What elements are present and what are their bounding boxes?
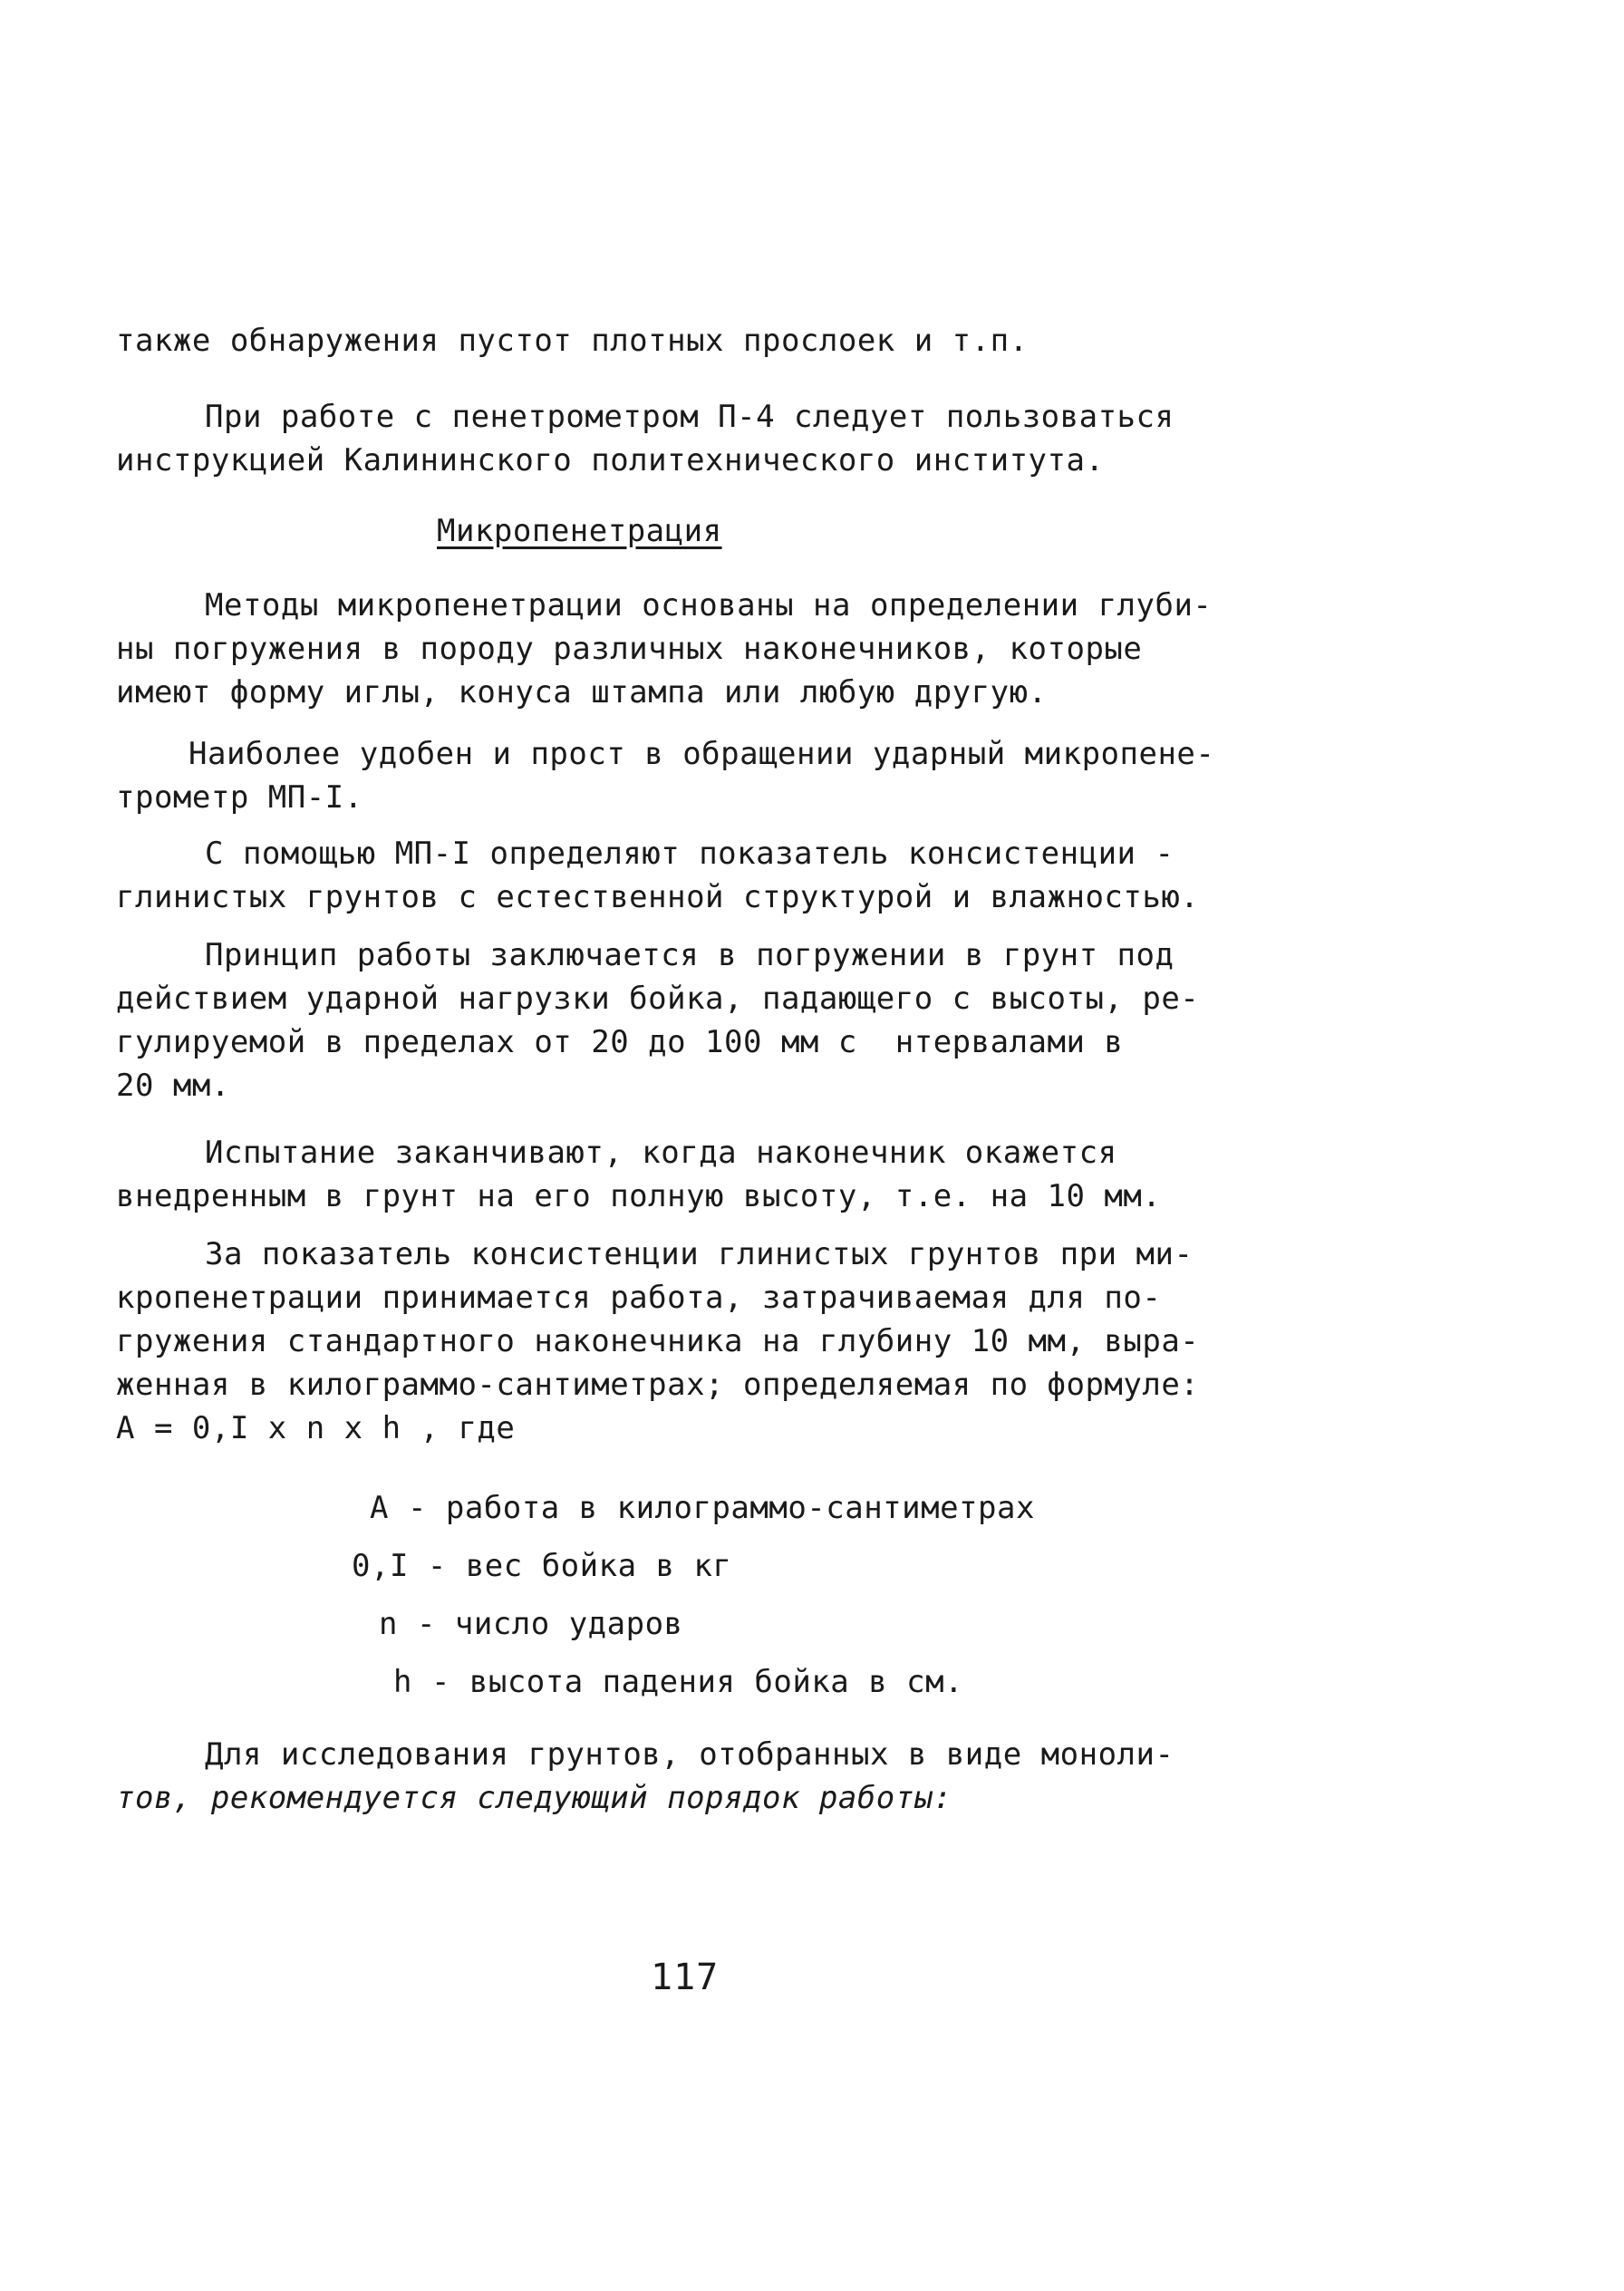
text-line: Принцип работы заключается в погружении в грунт под bbox=[205, 937, 1174, 973]
text-line: гружения стандартного наконечника на глубину 10 мм, выра- bbox=[116, 1323, 1200, 1359]
text-line: гулируемой в пределах от 20 до 100 мм с нтервалами в bbox=[116, 1024, 1124, 1060]
page-number: 117 bbox=[651, 1957, 720, 1998]
text-line: женная в килограммо-сантиметрах; определяемая по формуле: bbox=[116, 1367, 1200, 1403]
text-line: имеют форму иглы, конуса штампа или любую другую. bbox=[116, 674, 1048, 710]
legend-line: n - число ударов bbox=[379, 1606, 683, 1642]
text-line: Методы микропенетрации основаны на определении глуби- bbox=[205, 587, 1213, 624]
text-line: кропенетрации принимается работа, затрачиваемая для по- bbox=[116, 1280, 1162, 1316]
text-line: Испытание заканчивают, когда наконечник окажется bbox=[205, 1135, 1117, 1171]
section-heading: Микропенетрация bbox=[437, 513, 722, 549]
legend-line: 0,I - вес бойка в кг bbox=[352, 1548, 732, 1584]
formula-line: А = 0,I х n х h , где bbox=[116, 1410, 516, 1446]
text-line: ны погружения в породу различных наконечников, которые bbox=[116, 631, 1143, 667]
text-line: инструкцией Калининского политехнического института. bbox=[116, 442, 1105, 478]
text-line: За показатель консистенции глинистых грунтов при ми- bbox=[205, 1236, 1194, 1272]
text-line: При работе с пенетрометром П-4 следует пользоваться bbox=[205, 399, 1174, 435]
legend-line: h - высота падения бойка в см. bbox=[393, 1664, 964, 1700]
text-line: внедренным в грунт на его полную высоту, т.е. на 10 мм. bbox=[116, 1178, 1162, 1214]
text-line: С помощью МП-I определяют показатель консистенции - bbox=[205, 836, 1174, 872]
text-line: действием ударной нагрузки бойка, падающего с высоты, ре- bbox=[116, 981, 1200, 1017]
text-line: трометр МП-I. bbox=[116, 779, 363, 816]
text-line: 20 мм. bbox=[116, 1068, 230, 1104]
text-line: тов, рекомендуется следующий порядок работы: bbox=[116, 1780, 952, 1816]
text-line: Для исследования грунтов, отобранных в виде моноли- bbox=[205, 1736, 1174, 1773]
text-line: глинистых грунтов с естественной структурой и влажностью. bbox=[116, 879, 1200, 915]
legend-line: А - работа в килограммо-сантиметрах bbox=[370, 1490, 1035, 1526]
text-line: Наиболее удобен и прост в обращении ударный микропене- bbox=[188, 736, 1215, 772]
text-line: также обнаружения пустот плотных прослоек и т.п. bbox=[116, 323, 1029, 359]
